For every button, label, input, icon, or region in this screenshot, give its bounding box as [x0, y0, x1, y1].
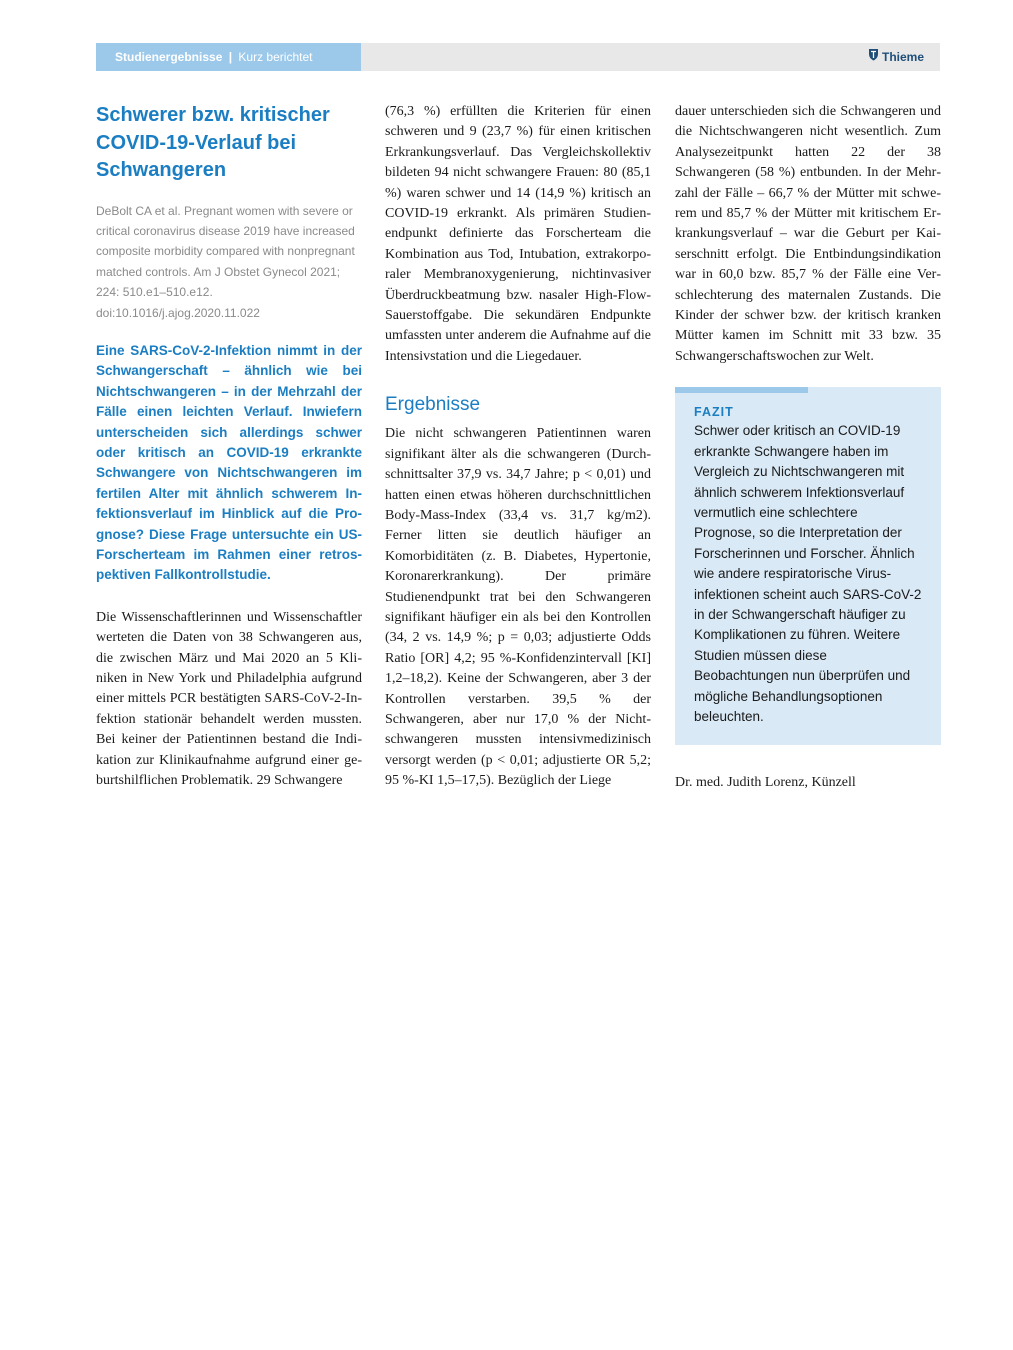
thieme-logo-icon — [868, 43, 879, 71]
results-heading: Ergebnisse — [385, 394, 481, 416]
column-1 — [96, 102, 362, 791]
header-separator: | — [228, 50, 233, 64]
page-header — [96, 43, 940, 71]
brand-name: Thieme — [881, 50, 924, 64]
fazit-box — [675, 387, 941, 745]
column-2 — [385, 102, 651, 792]
article-title: Schwerer bzw. kritischer COVID-19-Verlauf bei Schwangeren — [96, 104, 330, 181]
body-paragraph-1: Die Wissenschaftlerinnen und Wissenschaftler werteten die Daten von 38 Schwangeren aus, die zwischen März und Mai 2020 an 5 Kliniken in New York und Philadelphia aufgrund einer mittels PCR bestätigten SARS-CoV-2-Infektion stationär behandelt werden mussten. Bei keiner der Patientinnen bestand die Indikation zur Klinikaufnahme aufgrund einer geburtshilflichen Problematik. 29 Schwangere — [96, 609, 362, 789]
fazit-text: Schwer oder kritisch an COVID-19 erkrankte Schwangere haben im Vergleich zu Nichtschwangeren mit ähnlich schwerem Infektionsverlauf vermutlich eine schlechtere Prognose, so die Interpretation der Forscherinnen und Forscher. Ähnlich wie andere respiratorische Virusinfektionen scheint auch SARS-CoV-2 in der Schwangerschaft häufiger zu Komplikationen zu führen. Weitere Studien müssen diese Beobachtungen nun überprüfen und mögliche Behandlungsoptionen beleuchten. — [694, 423, 922, 724]
body-paragraph-2: (76,3 %) erfüllten die Kriterien für einen schweren und 9 (23,7 %) für einen kritischen Erkrankungsverlauf. Das Vergleichskollektiv bildeten 94 nicht schwangere Frauen: 80 (85,1 %) waren schwer und 14 (14,9 %) kritisch an COVID-19 erkrankt. Als primären Studienendpunkt definierte das Forscherteam die Kombination aus Tod, Intubation, extrakorporaler Membranoxygenierung, nichtinvasiver Überdruckbeatmung bzw. nasaler High-Flow-Sauerstoffgabe. Die sekundären Endpunkte umfassten unter anderem die Aufnahme auf die Intensivstation und die Liegedauer. — [385, 104, 651, 364]
results-paragraph: Die nicht schwangeren Patientinnen waren signifikant älter als die schwangeren (Durchschnittsalter 37,9 vs. 34,7 Jahre; p < 0,01) und hatten einen etwas höheren durchschnittlichen Body-Mass-Index (33,4 vs. 31,7 kg/m2). Ferner litten sie deutlich häufiger an Komorbiditäten (z. B. Diabetes, Hypertonie, Koronarerkrankung). Der primäre Studienendpunkt trat bei den Schwangeren signifikant häufiger ein als bei den Kontrollen (34, 2 vs. 14,9 %; p = 0,03; adjustierte Odds Ratio [OR] 4,2; 95 %-Konfidenzintervall [KI] 1,2–18,2). Keine der Schwangeren, aber 3 der Kontrollen verstarben. 39,5 % der Schwangeren, aber nur 17,0 % der Nichtschwangeren mussten intensivmedizinisch versorgt werden (p < 0,01; adjustierte OR 5,2; 95 %-KI 1,5–17,5). Bezüglich der Liege — [385, 426, 651, 789]
article-citation: DeBolt CA et al. Pregnant women with severe or critical coronavirus disease 2019 have increased composite morbidity compared with nonpregnant matched controls. Am J Obstet Gynecol 2021; 224: 510.e1–510.e12. doi:10.1016/j.ajog.2020.11.022 — [96, 203, 355, 320]
header-section-tab — [96, 43, 361, 71]
header-section-label: Studienergebnisse — [115, 50, 223, 64]
article-lead: Eine SARS-CoV-2-Infektion nimmt in der Schwangerschaft – ähnlich wie bei Nichtschwangeren – in der Mehrzahl der Fälle einen leichten Verlauf. Inwiefern unterscheiden sich allerdings schwer oder kritisch an COVID-19 erkrankte Schwangere von Nichtschwangeren im fertilen Alter mit ähnlich schwerem Infektionsverlauf im Hinblick auf die Prognose? Diese Frage untersuchte ein US-Forscherteam im Rahmen einer retrospektiven Fallkontrollstudie. — [96, 342, 362, 583]
header-subsection-label: Kurz berichtet — [238, 50, 313, 64]
column-3 — [675, 102, 941, 793]
brand-logo — [868, 43, 924, 71]
body-paragraph-3: dauer unterschieden sich die Schwangeren und die Nichtschwangeren nicht wesentlich. Zum Analysezeitpunkt hatten 22 der 38 Schwangeren (58 %) entbunden. In der Mehrzahl der Fälle – 66,7 % der Mütter mit schwerem und 85,7 % der Mütter mit kritischem Erkrankungsverlauf – war die Geburt per Kaiserschnitt erfolgt. Die Entbindungsindikation war in 60,0 bzw. 85,7 % der Fälle eine Verschlechterung des maternalen Zustands. Die Kinder der schwer bzw. der kritisch kranken Mütter kamen im Schnitt mit 33 bzw. 35 Schwangerschaftswochen zur Welt. — [675, 104, 941, 364]
fazit-label: FAZIT — [694, 405, 734, 420]
article-author: Dr. med. Judith Lorenz, Künzell — [675, 775, 856, 791]
